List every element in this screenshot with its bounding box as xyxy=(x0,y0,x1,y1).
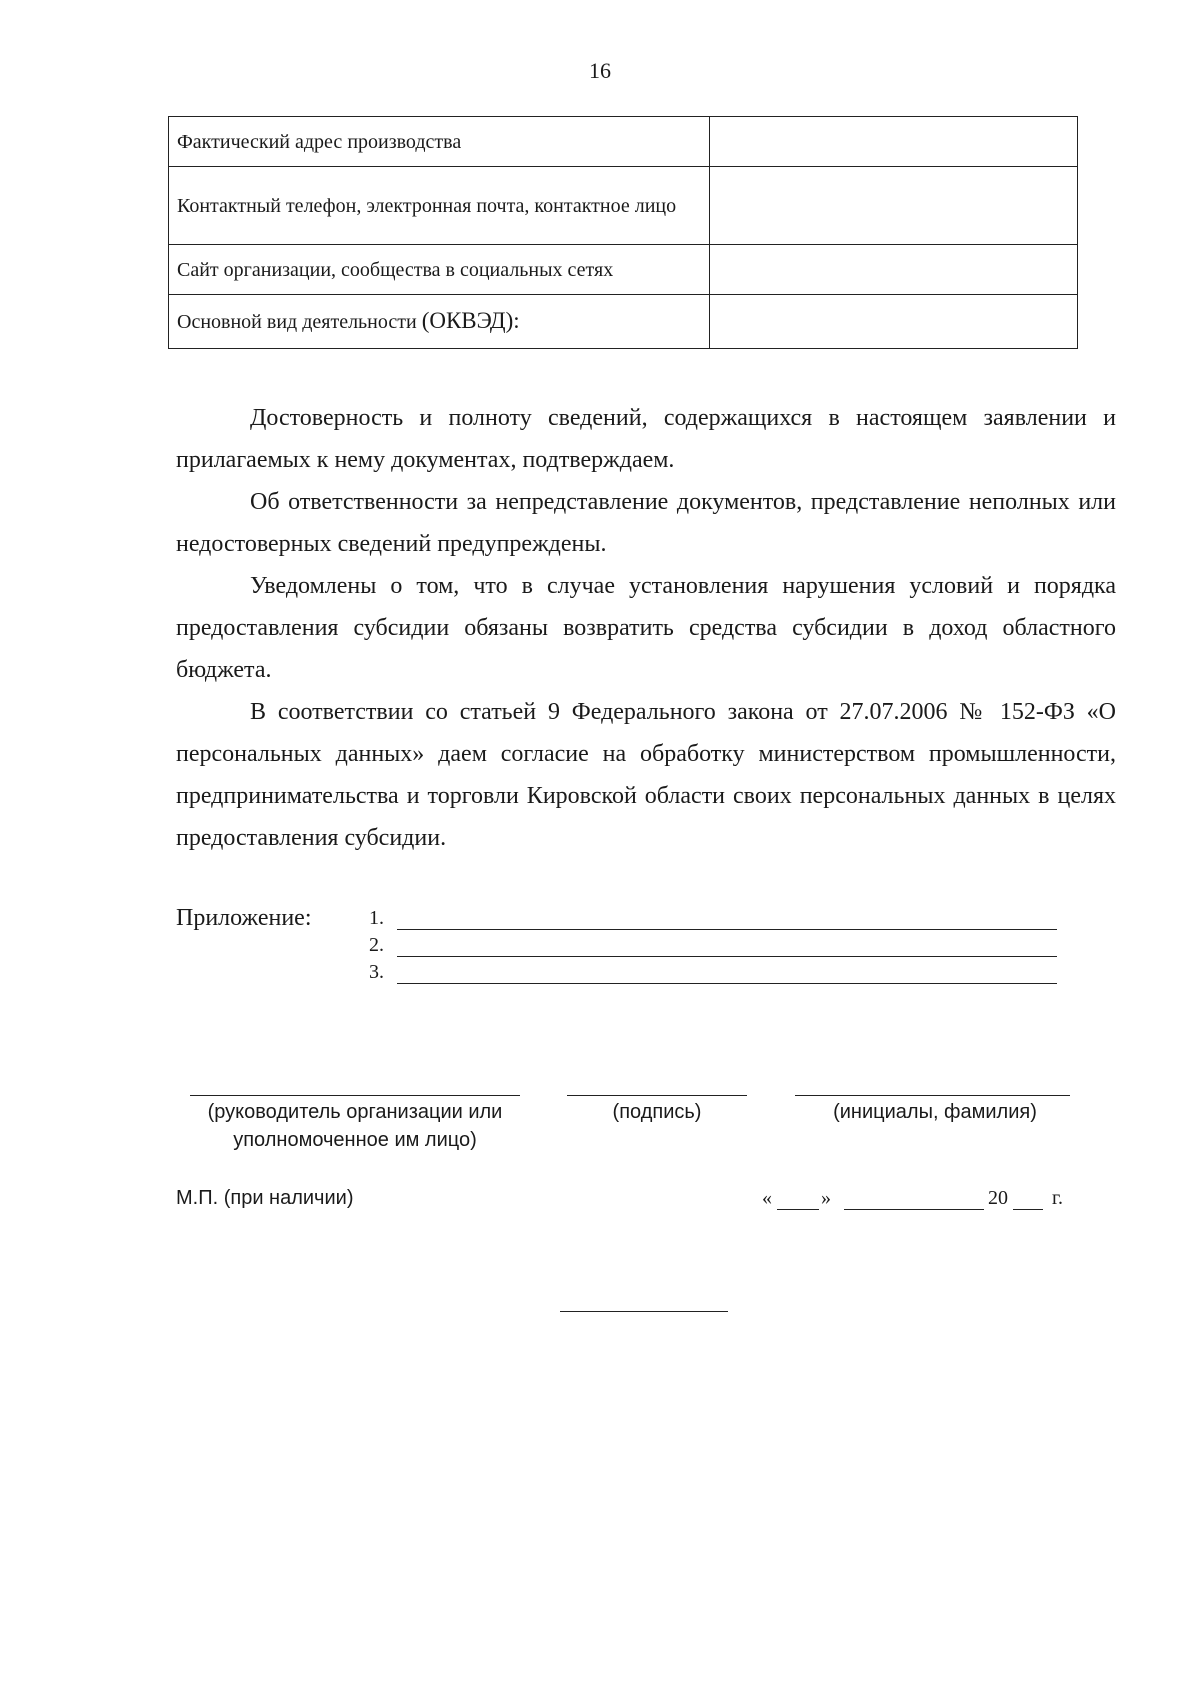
row-label-website: Сайт организации, сообщества в социальных сетях xyxy=(169,245,710,295)
paragraph-consent: В соответствии со статьей 9 Федерального закона от 27.07.2006 № 152-ФЗ «О персональных данных» даем согласие на обработку министерством промышленности, предпринимательства и торговли Кировской области своих персональных данных в целях предоставления субсидии. xyxy=(176,699,1116,851)
date-year-suffix: г. xyxy=(1052,1187,1063,1209)
row-value-contacts[interactable] xyxy=(710,167,1078,245)
table-row xyxy=(169,167,1078,245)
paragraph-reliability: Достоверность и полноту сведений, содержащихся в настоящем заявлении и прилагаемых к нему документах, подтверждаем. xyxy=(176,405,1116,473)
row-label-address: Фактический адрес производства xyxy=(169,117,710,167)
appendix-line-3[interactable] xyxy=(397,983,1057,984)
appendix-line-2[interactable] xyxy=(397,956,1057,957)
okved-label-code: (ОКВЭД): xyxy=(421,308,520,333)
row-value-website[interactable] xyxy=(710,245,1078,295)
paragraph-notification: Уведомлены о том, что в случае установления нарушения условий и порядка предоставления субсидии обязаны возвратить средства субсидии в доход областного бюджета. xyxy=(176,573,1116,683)
table-row xyxy=(169,295,1078,349)
paragraph-responsibility: Об ответственности за непредставление документов, представление неполных или недостоверных сведений предупреждены. xyxy=(176,489,1116,557)
date-day-line[interactable] xyxy=(777,1209,819,1210)
appendix-item-2: 2. xyxy=(369,934,384,956)
date-year-line[interactable] xyxy=(1013,1209,1043,1210)
applicant-info-table xyxy=(168,116,1078,349)
end-of-document-line xyxy=(560,1311,728,1312)
stamp-label: М.П. (при наличии) xyxy=(176,1187,354,1209)
date-month-line[interactable] xyxy=(844,1209,984,1210)
appendix-item-1: 1. xyxy=(369,907,384,929)
page-number: 16 xyxy=(589,58,611,83)
date-year-prefix: 20 xyxy=(988,1187,1008,1209)
appendix-title: Приложение: xyxy=(176,905,312,931)
head-signature-line[interactable] xyxy=(190,1095,520,1096)
row-value-okved[interactable] xyxy=(710,295,1078,349)
head-caption: (руководитель организации или уполномоченное им лицо) xyxy=(207,1101,503,1151)
date-close-quote: » xyxy=(821,1187,831,1209)
name-signature-line[interactable] xyxy=(795,1095,1070,1096)
table-row xyxy=(169,117,1078,167)
signature-caption: (подпись) xyxy=(612,1101,702,1123)
date-open-quote: « xyxy=(762,1187,772,1209)
appendix-item-3: 3. xyxy=(369,961,384,983)
name-caption: (инициалы, фамилия) xyxy=(833,1101,1037,1123)
row-value-address[interactable] xyxy=(710,117,1078,167)
okved-label-prefix: Основной вид деятельности xyxy=(177,311,422,333)
row-label-okved xyxy=(169,295,710,349)
appendix-line-1[interactable] xyxy=(397,929,1057,930)
signature-line[interactable] xyxy=(567,1095,747,1096)
table-row xyxy=(169,245,1078,295)
row-label-contacts: Контактный телефон, электронная почта, контактное лицо xyxy=(169,167,710,245)
